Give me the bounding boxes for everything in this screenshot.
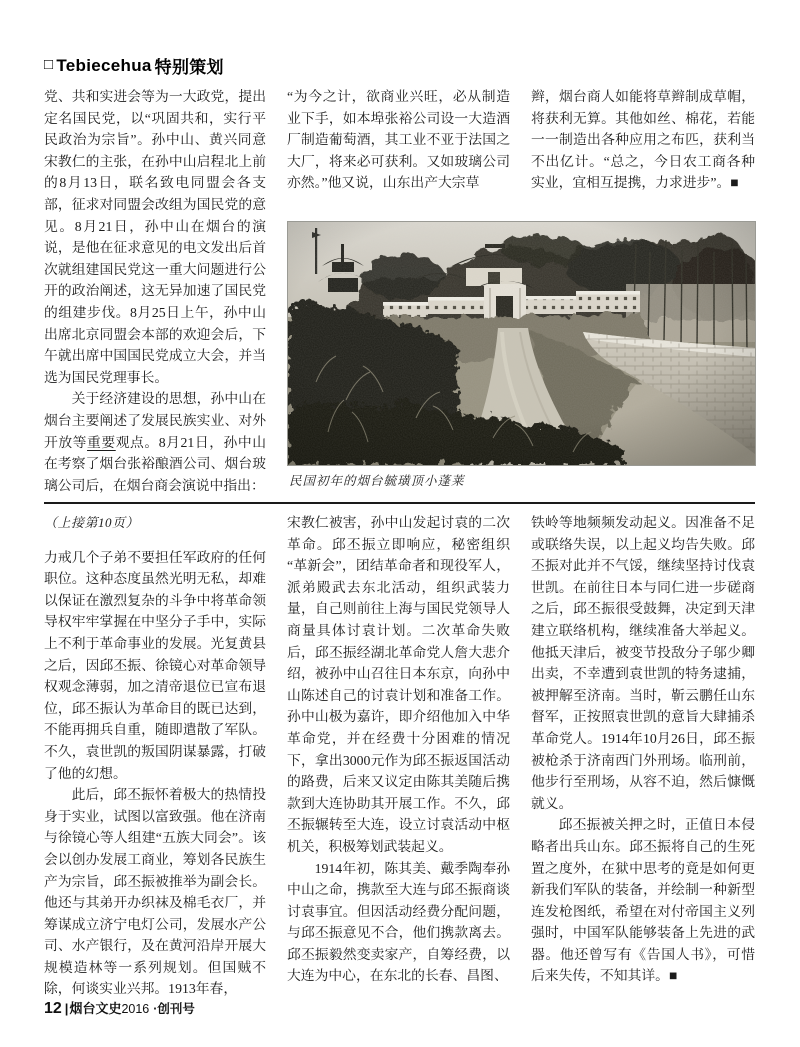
paragraph: 邱丕振被关押之时，正值日本侵略者出兵山东。邱丕振将自己的生死置之度外，在狱中思考的竟是如何更新我们军队的装备，并绘制一种新型连发枪图纸，希望在对付帝国主义列强时，中国军队能够装备上先进的武器。他还曾写有《告国人书》，可惜后来失传，不知其详。■ — [531, 817, 755, 984]
paragraph: 力戒几个子弟不要担任军政府的任何职位。这种态度虽然光明无私，却难以保证在激烈复杂的斗争中将革命领导权牢牢掌握在中坚分子手中，实际上不利于革命事业的发展。光复黄县之后，因邱丕振、徐镜心对革命领导权观念薄弱，加之清帝退位已宣布退位，邱丕振认为革命目的既已达到，不能再拥兵自重，随即遣散了军队。不久，袁世凯的叛国阴谋暴露，打破了他的幻想。 — [44, 549, 266, 781]
square-bullet-icon: □ — [44, 56, 54, 73]
paragraph: 铁岭等地频频发动起义。因准备不足或联络失误，以上起义均告失败。邱丕振对此并不气馁，继续坚持讨伐袁世凯。在前往日本与同仁进一步磋商之后，邱丕振很受鼓舞，决定到天津建立联络机构，继续准备大举起义。他抵天津后，被变节投敌分子邬少卿出卖，不幸遭到袁世凯的特务逮捕，被押解至济南。当时，靳云鹏任山东督军，正按照袁世凯的意旨大肆捕杀革命党人。1914年10月26日，邱丕振被枪杀于济南西门外刑场。临刑前，他步行至刑场，从容不迫，然后慷慨就义。 — [531, 515, 755, 811]
top-article-column-1 — [44, 86, 266, 496]
paragraph: 宋教仁被害，孙中山发起讨袁的二次革命。邱丕振立即响应，秘密组织“革新会”，团结革命者和现役军人，派弟殿武去东北活动，组织武装力量，自己则前往上海与国民党领导人商量具体讨袁计划。二次革命失败后，邱丕振经湖北革命党人詹大悲介绍，被孙中山召往日本东京，向孙中山陈述自己的讨袁计划和准备工作。孙中山极为嘉许，即介绍他加入中华革命党，并在经费十分困难的情况下，拿出3000元作为邱丕振返国活动的路费，后来又议定由陈其美随后携款到大连协助其开展工作。不久，邱丕振辗转至大连，设立讨袁活动中枢机关，积极筹划武装起义。 — [287, 515, 510, 854]
top-article-column-2 — [287, 86, 510, 194]
page-footer — [44, 998, 195, 1018]
footer-divider: | — [64, 1001, 69, 1016]
footer-page-number: 12 — [44, 1000, 62, 1017]
paragraph: 此后，邱丕振怀着极大的热情投身于实业，试图以富致强。他在济南与徐镜心等人组建“五族大同会”。该会以创办发展工商业，筹划各民族生产为宗旨，邱丕振被推举为副会长。他还与其弟开办织袜及棉毛衣厂，并筹谋成立济宁电灯公司，发展水产公司、水产银行，及在黄河沿岸开展大规模造林等一系列规划。但国贼不除，何谈实业兴邦。1913年春， — [44, 787, 266, 997]
photo-caption: 民国初年的烟台毓璜顶小蓬莱 — [289, 474, 465, 488]
paragraph-text: 关于经济建设的思想，孙中山在烟台主要阐述了发展民族实业、对外开放等 — [44, 391, 266, 450]
underlined-text: 重要 — [87, 434, 116, 450]
section-divider — [44, 502, 755, 504]
bottom-article-column-1 — [44, 512, 266, 1000]
paragraph — [44, 388, 266, 496]
paragraph: 辫，烟台商人如能将草辫制成草帽，将获利无算。其他如丝、棉花，若能一一制造出各种应用之布匹，获利当不出亿计。“总之，今日农工商各种实业，宜相互提携，力求进步”。■ — [531, 89, 755, 191]
section-pinyin: Tebiecehua — [56, 55, 152, 75]
section-title: 特别策划 — [154, 58, 224, 77]
section-header — [44, 53, 224, 78]
temple-garden-photo-illustration — [288, 222, 755, 465]
continuation-note: （上接第10页） — [44, 515, 140, 530]
historic-photo — [288, 222, 755, 465]
paragraph: “为今之计，欲商业兴旺，必从制造业下手，如本埠张裕公司设一大造酒厂制造葡萄酒，其工业不亚于法国之大厂，将来必可获利。又如玻璃公司亦然。”他又说，山东出产大宗草 — [287, 89, 510, 191]
bottom-article-column-3 — [531, 512, 755, 987]
bottom-article-column-2 — [287, 512, 510, 987]
top-article-column-3 — [531, 86, 755, 194]
paragraph-text: 观点。8月21日，孙中山在考察了烟台张裕酿酒公司、烟台玻璃公司后，在烟台商会演说中指出： — [44, 434, 267, 493]
footer-year: 2016 — [121, 1002, 150, 1016]
footer-journal-title: 烟台文史 — [69, 1001, 122, 1016]
footer-issue-label: ·创刊号 — [153, 1002, 195, 1016]
paragraph: 党、共和实进会等为一大政党，提出定名国民党，以“巩固共和，实行平民政治为宗旨”。孙中山、黄兴同意宋教仁的主张，在孙中山启程北上前的8月13日，联名致电同盟会各支部，征求对同盟会改组为国民党的意见。8月21日，孙中山在烟台的演说，是他在征求意见的电文发出后首次就组建国民党这一重大问题进行公开的政治阐述，这无异加速了国民党的组建步伐。8月25日上午，孙中山出席北京同盟会本部的欢迎会后，下午就出席中国国民党成立大会，并当选为国民党理事长。 — [44, 89, 266, 385]
paragraph: 1914年初，陈其美、戴季陶奉孙中山之命，携款至大连与邱丕振商谈讨袁事宜。但因活动经费分配问题，与邱丕振意见不合，他们携款离去。邱丕振毅然变卖家产，自筹经费，以大连为中心，在东北的长春、昌图、 — [287, 860, 510, 984]
